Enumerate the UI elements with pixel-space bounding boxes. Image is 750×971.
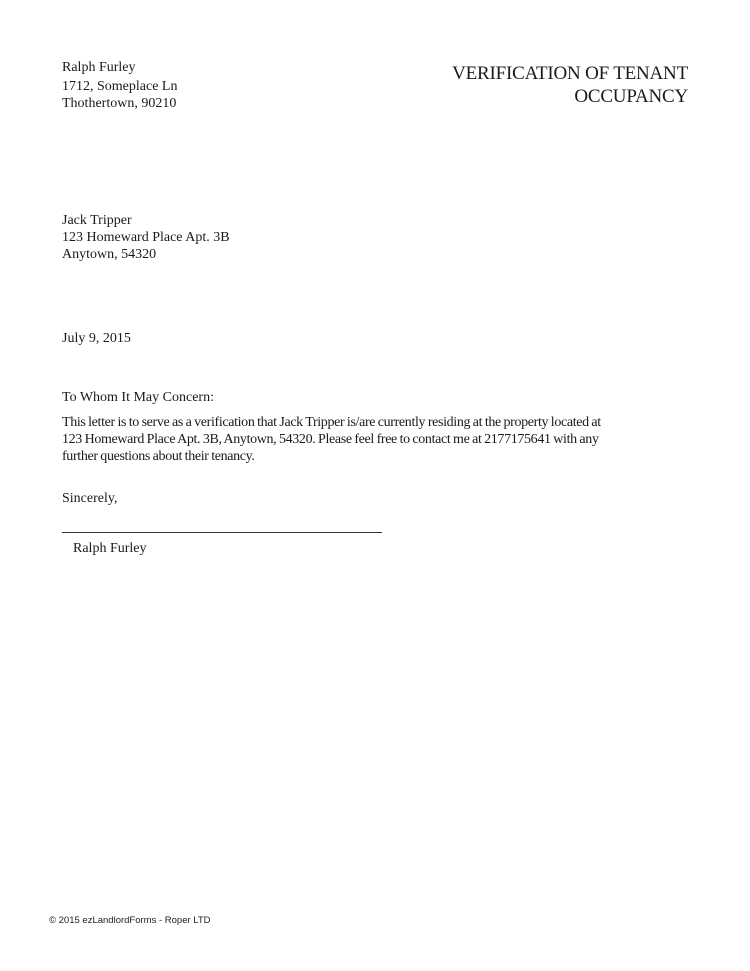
sender-address-line2: Thothertown, 90210 xyxy=(62,96,177,111)
document-title-line1: VERIFICATION OF TENANT xyxy=(452,63,688,84)
sender-address-line1: 1712, Someplace Ln xyxy=(62,79,178,94)
recipient-address-line2: Anytown, 54320 xyxy=(62,247,157,262)
letter-body-line: 123 Homeward Place Apt. 3B, Anytown, 54320. Please feel free to contact me at 2177175641 with any xyxy=(62,432,599,447)
letter-date: July 9, 2015 xyxy=(62,331,131,346)
sender-block xyxy=(62,58,177,112)
recipient-name: Jack Tripper xyxy=(62,213,132,228)
closing: Sincerely, xyxy=(62,491,118,506)
document-title-line2: OCCUPANCY xyxy=(574,86,688,107)
recipient-block xyxy=(62,212,230,263)
salutation: To Whom It May Concern: xyxy=(62,390,214,405)
recipient-address-line1: 123 Homeward Place Apt. 3B xyxy=(62,230,230,245)
sender-name: Ralph Furley xyxy=(62,60,136,75)
document-title xyxy=(452,62,688,108)
letter-body-line: further questions about their tenancy. xyxy=(62,449,255,464)
letter-body xyxy=(62,414,702,465)
signature-name: Ralph Furley xyxy=(73,541,147,556)
signature-line xyxy=(62,532,382,533)
letter-body-line: This letter is to serve as a verification that Jack Tripper is/are currently residing at the property located at xyxy=(62,415,601,430)
footer-copyright: © 2015 ezLandlordForms - Roper LTD xyxy=(49,915,211,926)
